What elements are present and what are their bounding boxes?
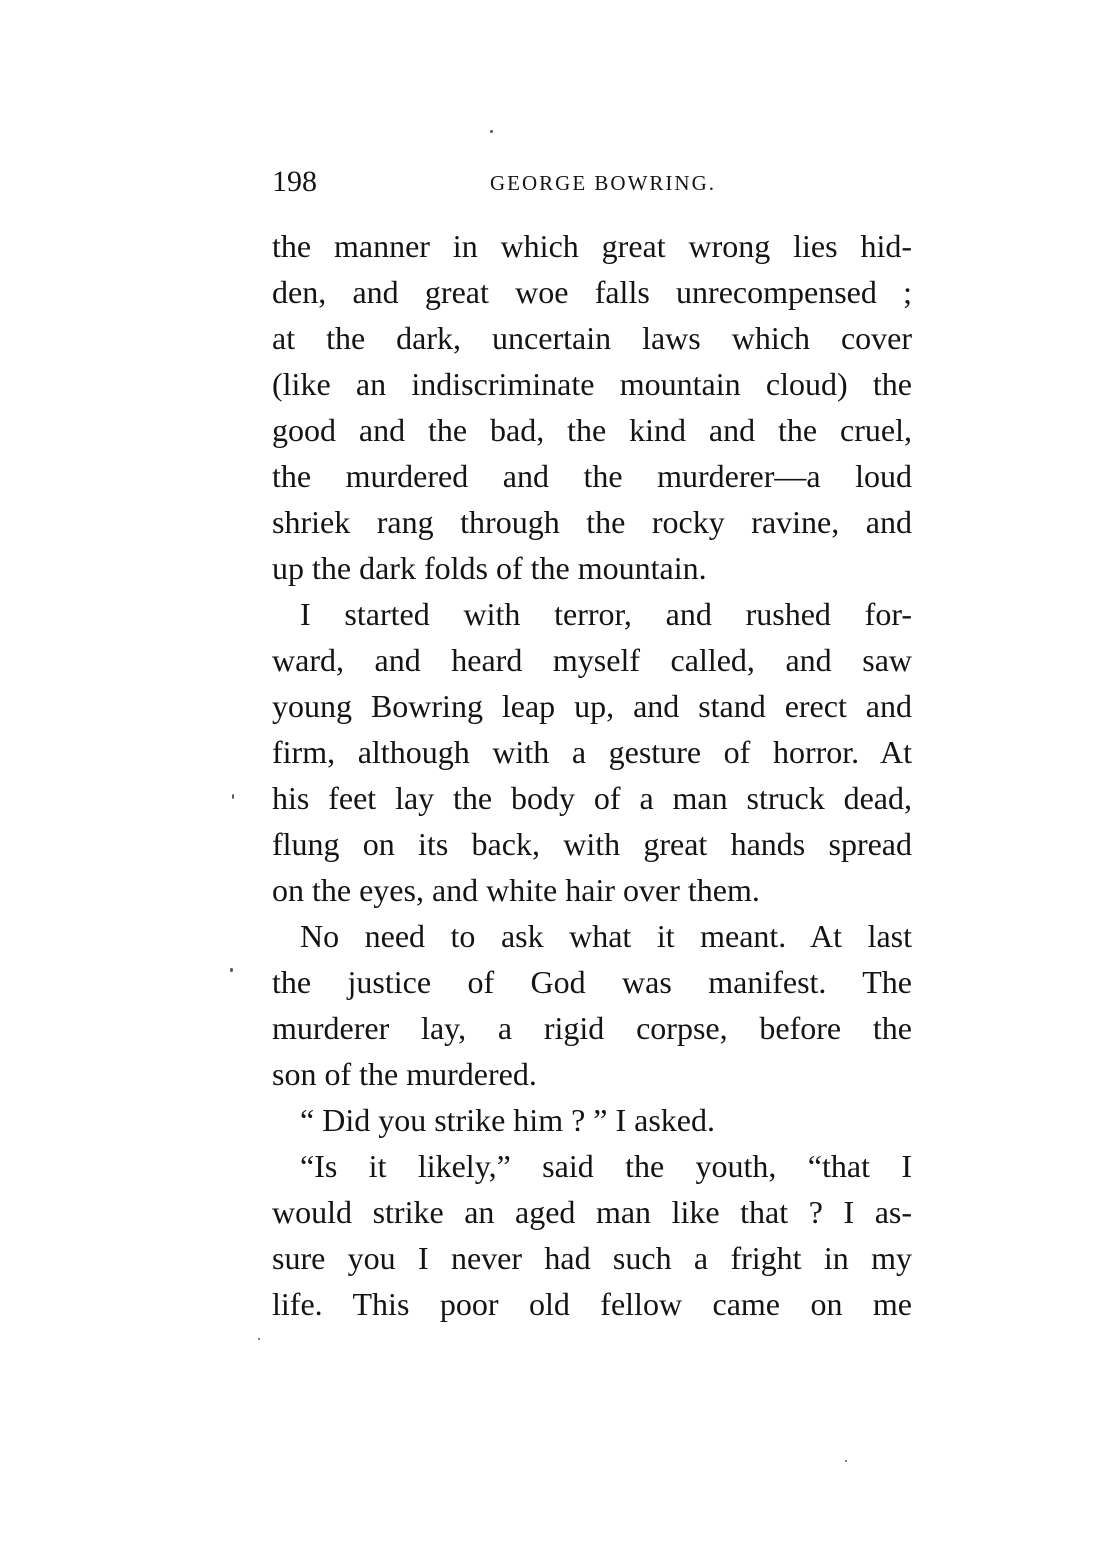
text-line: “ Did you strike him ? ” I asked. <box>300 1102 715 1138</box>
text-line: son of the murdered. <box>272 1056 537 1092</box>
text-line: firm, although with a gesture of horror. At <box>272 734 912 770</box>
text-line: the justice of God was manifest. The <box>272 964 912 1000</box>
text-line: ward, and heard myself called, and saw <box>272 642 912 678</box>
text-line: “Is it likely,” said the youth, “that I <box>300 1148 912 1184</box>
text-line: (like an indiscriminate mountain cloud) the <box>272 366 912 402</box>
text-line: the murdered and the murderer—a loud <box>272 458 912 494</box>
text-line: life. This poor old fellow came on me <box>272 1286 912 1322</box>
text-line: den, and great woe falls unrecompensed ; <box>272 274 912 310</box>
text-line: at the dark, uncertain laws which cover <box>272 320 912 356</box>
text-line: would strike an aged man like that ? I as- <box>272 1194 912 1230</box>
text-line: the manner in which great wrong lies hid- <box>272 228 912 264</box>
text-line: murderer lay, a rigid corpse, before the <box>272 1010 912 1046</box>
text-line: sure you I never had such a fright in my <box>272 1240 912 1276</box>
text-line: up the dark folds of the mountain. <box>272 550 707 586</box>
page-number: 198 <box>272 165 317 198</box>
running-head: GEORGE BOWRING. <box>490 171 716 195</box>
page-header <box>272 165 932 205</box>
text-line: his feet lay the body of a man struck dead, <box>272 780 912 816</box>
text-line: shriek rang through the rocky ravine, and <box>272 504 912 540</box>
text-line: No need to ask what it meant. At last <box>300 918 912 954</box>
scan-speck <box>232 794 234 799</box>
scan-speck <box>230 968 233 972</box>
scan-speck <box>490 130 493 133</box>
text-line: young Bowring leap up, and stand erect and <box>272 688 912 724</box>
text-line: on the eyes, and white hair over them. <box>272 872 760 908</box>
text-line: flung on its back, with great hands spread <box>272 826 912 862</box>
text-line: I started with terror, and rushed for- <box>300 596 912 632</box>
scan-speck <box>845 1460 847 1462</box>
scan-speck <box>258 1338 260 1340</box>
text-line: good and the bad, the kind and the cruel, <box>272 412 912 448</box>
